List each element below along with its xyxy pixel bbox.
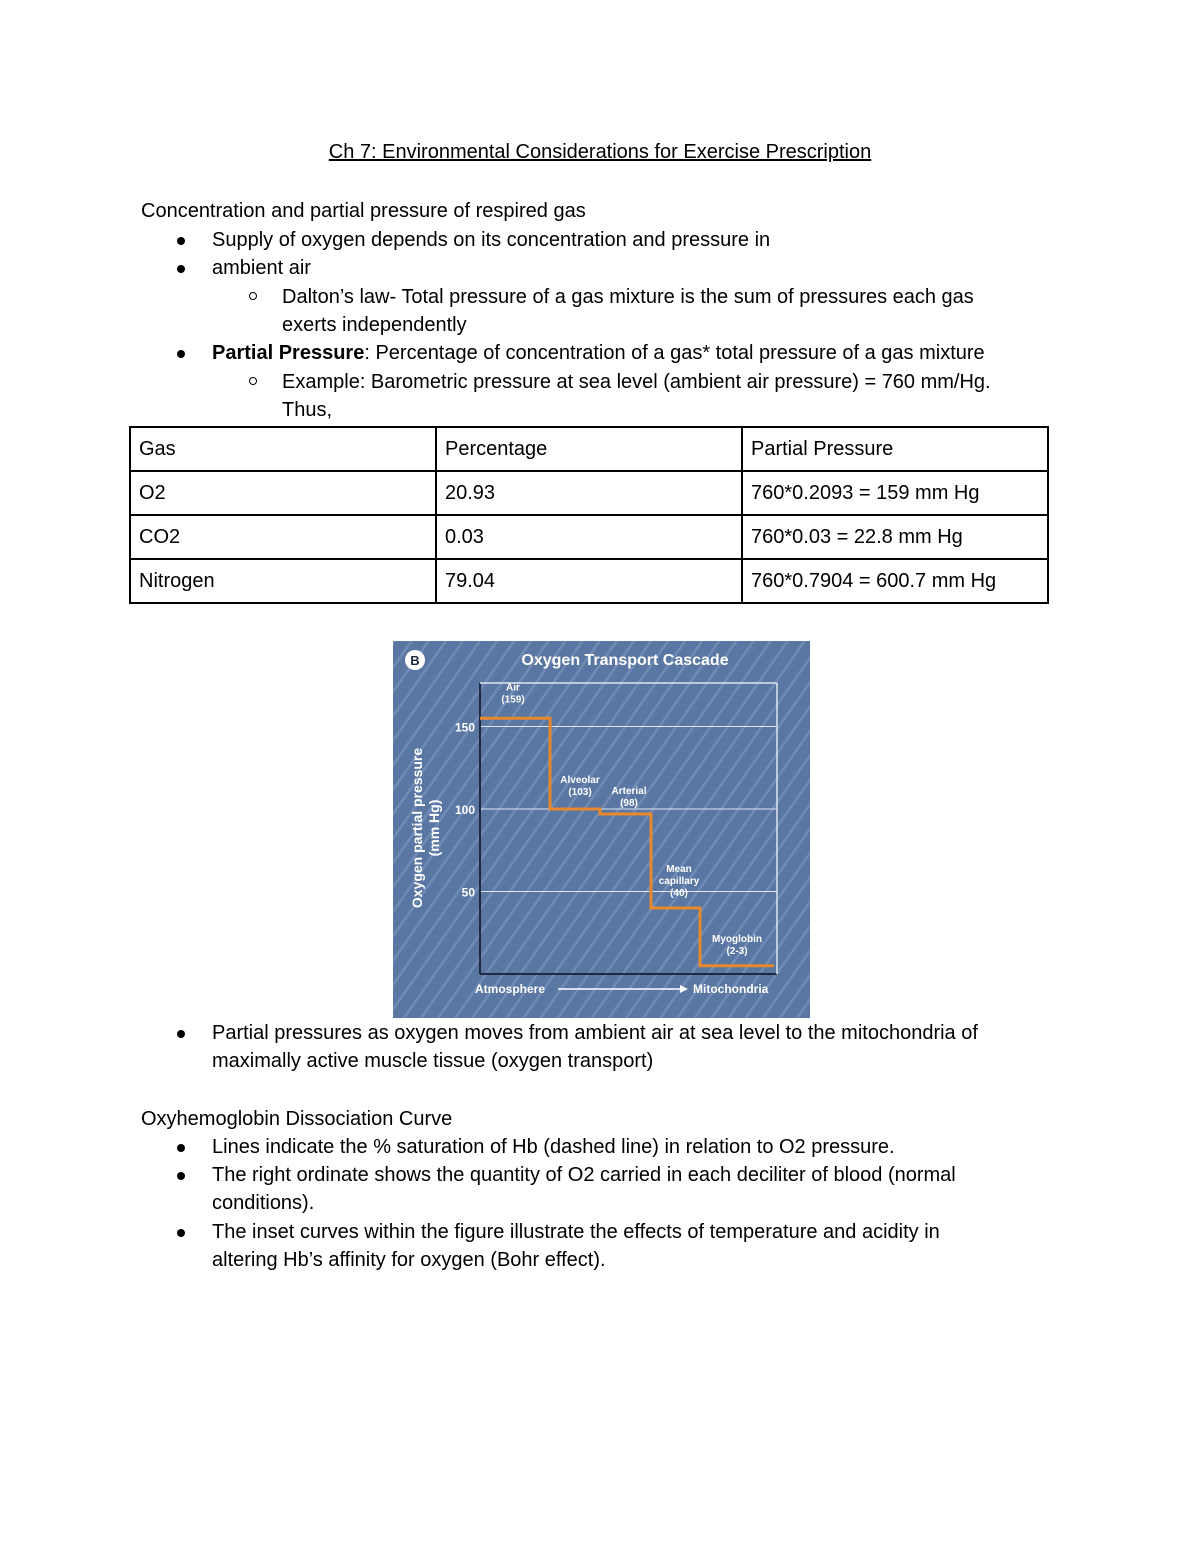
list-item-continuation: exerts independently [282,314,467,336]
bullet-icon [177,1144,185,1152]
step-label: Air [506,682,520,694]
chart-background [393,641,810,1018]
bullet-icon [177,265,185,273]
section-heading-partial-pressure: Concentration and partial pressure of respired gas [141,200,586,222]
table-cell: O2 [130,471,436,515]
table-row [130,559,1048,603]
step-label: Myoglobin [712,933,762,945]
oxygen-transport-cascade-chart [393,641,810,1018]
table-cell: Nitrogen [130,559,436,603]
sub-bullet-icon [249,292,257,300]
table-header-cell: Partial Pressure [742,427,1048,471]
list-item: The right ordinate shows the quantity of O2 carried in each deciliter of blood (normal [212,1164,956,1186]
y-tick-label: 50 [461,885,475,900]
table-cell: 760*0.03 = 22.8 mm Hg [742,515,1048,559]
table-header-cell: Gas [130,427,436,471]
list-item-continuation: altering Hb’s affinity for oxygen (Bohr effect). [212,1249,606,1271]
list-item: The inset curves within the figure illustrate the effects of temperature and acidity in [212,1221,940,1243]
list-item: Lines indicate the % saturation of Hb (dashed line) in relation to O2 pressure. [212,1136,895,1158]
step-label: (40) [670,888,688,899]
x-axis-label-right: Mitochondria [693,982,769,996]
table-header-cell: Percentage [436,427,742,471]
chart-title: Oxygen Transport Cascade [521,652,729,669]
section-heading-dissociation-curve: Oxyhemoglobin Dissociation Curve [141,1108,453,1130]
sub-bullet-icon [249,377,257,385]
list-item-continuation: conditions). [212,1192,315,1214]
list-item: Example: Barometric pressure at sea level (ambient air pressure) = 760 mm/Hg. [282,371,991,393]
list-item [212,339,985,367]
step-label: (2-3) [726,945,748,957]
definition-text: : Percentage of concentration of a gas* total pressure of a gas mixture [364,342,985,364]
list-item-continuation: maximally active muscle tissue (oxygen transport) [212,1050,654,1072]
table-cell: CO2 [130,515,436,559]
step-label: Arterial [611,785,647,797]
list-item-continuation: Thus, [282,399,333,421]
table-cell: 760*0.2093 = 159 mm Hg [742,471,1048,515]
list-item: Dalton’s law- Total pressure of a gas mixture is the sum of pressures each gas [282,286,974,308]
y-tick-label: 100 [454,803,475,817]
step-label: capillary [658,876,700,887]
bold-term: Partial Pressure [212,342,365,364]
panel-label: B [410,653,420,668]
page-title: Ch 7: Environmental Considerations for Exercise Prescription [328,141,872,163]
bullet-icon [177,1030,185,1038]
step-label: (98) [620,797,638,809]
bullet-icon [177,1229,185,1237]
bullet-icon [177,1172,185,1180]
y-axis-label-line2: (mm Hg) [426,799,442,857]
table-cell: 0.03 [436,515,742,559]
x-axis-label-left: Atmosphere [475,982,546,996]
table-header-row [130,427,1048,471]
step-label: (159) [501,694,525,706]
step-label: Alveolar [560,775,600,786]
list-item: Partial pressures as oxygen moves from ambient air at sea level to the mitochondria of [212,1022,978,1044]
table-row [130,515,1048,559]
partial-pressure-table [129,426,1049,604]
step-label: Mean [666,864,692,875]
table-cell: 79.04 [436,559,742,603]
bullet-icon [177,350,185,358]
table-row [130,471,1048,515]
table-cell: 760*0.7904 = 600.7 mm Hg [742,559,1048,603]
step-label: (103) [568,787,592,798]
y-tick-label: 150 [454,720,475,735]
list-item: Supply of oxygen depends on its concentration and pressure in [212,229,771,251]
bullet-icon [177,237,185,245]
table-cell: 20.93 [436,471,742,515]
list-item: ambient air [212,257,311,279]
y-axis-label-line1: Oxygen partial pressure [409,747,425,909]
